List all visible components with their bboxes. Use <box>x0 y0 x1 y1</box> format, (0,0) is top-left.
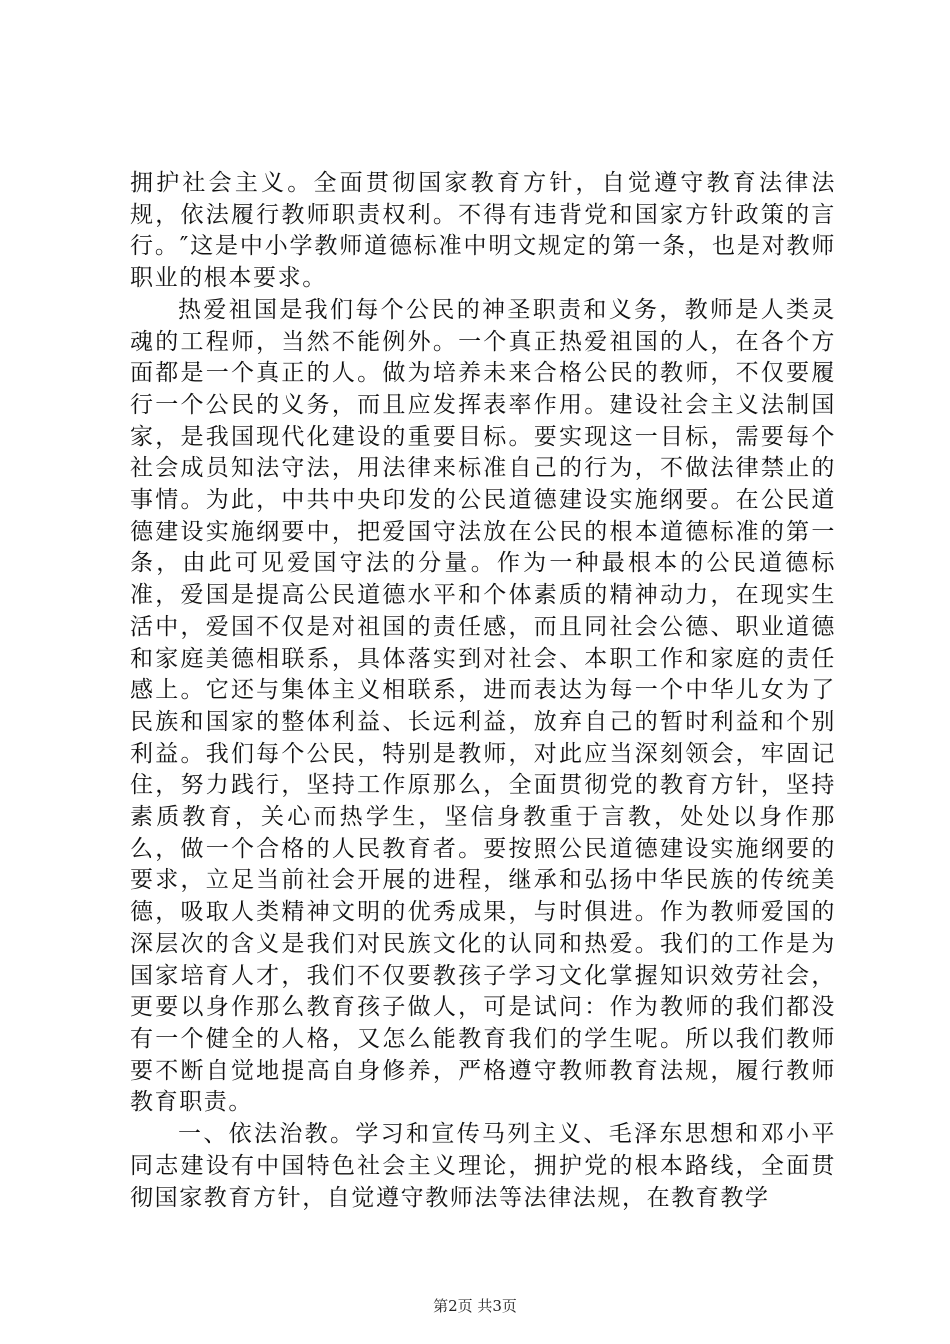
paragraph-1: 拥护社会主义。全面贯彻国家教育方针，自觉遵守教育法律法规，依法履行教师职责权利。不得有违背党和国家方针政策的言行。″这是中小学教师道德标准中明文规定的第一条，也是对教师职业的根本要求。 <box>130 170 836 292</box>
paragraph-3: 一、依法治教。学习和宣传马列主义、毛泽东思想和邓小平同志建设有中国特色社会主义理论，拥护党的根本路线，全面贯彻国家教育方针，自觉遵守教师法等法律法规，在教育教学 <box>130 1121 836 1211</box>
page-number-footer: 第2页 共3页 <box>433 1297 517 1315</box>
paragraph-2: 热爱祖国是我们每个公民的神圣职责和义务，教师是人类灵魂的工程师，当然不能例外。一个真正热爱祖国的人，在各个方面都是一个真正的人。做为培养未来合格公民的教师，不仅要履行一个公民的义务，而且应发挥表率作用。建设社会主义法制国家，是我国现代化建设的重要目标。要实现这一目标，需要每个社会成员知法守法，用法律来标准自己的行为，不做法律禁止的事情。为此，中共中央印发的公民道德建设实施纲要。在公民道德建设实施纲要中，把爱国守法放在公民的根本道德标准的第一条，由此可见爱国守法的分量。作为一种最根本的公民道德标准，爱国是提高公民道德水平和个体素质的精神动力，在现实生活中，爱国不仅是对祖国的责任感，而且同社会公德、职业道德和家庭美德相联系，具体落实到对社会、本职工作和家庭的责任感上。它还与集体主义相联系，进而表达为每一个中华儿女为了民族和国家的整体利益、长远利益，放弃自己的暂时利益和个别利益。我们每个公民，特别是教师，对此应当深刻领会，牢固记住，努力践行，坚持工作原那么，全面贯彻党的教育方针，坚持素质教育，关心而热学生，坚信身教重于言教，处处以身作那么，做一个合格的人民教育者。要按照公民道德建设实施纲要的要求，立足当前社会开展的进程，继承和弘扬中华民族的传统美德，吸取人类精神文明的优秀成果，与时俱进。作为教师爱国的深层次的含义是我们对民族文化的认同和热爱。我们的工作是为国家培育人才，我们不仅要教孩子学习文化掌握知识效劳社会，更要以身作那么教育孩子做人，可是试问：作为教师的我们都没有一个健全的人格，又怎么能教育我们的学生呢。所以我们教师要不断自觉地提高自身修养，严格遵守教师教育法规，履行教师教育职责。 <box>130 296 836 1116</box>
document-body <box>130 168 836 1214</box>
